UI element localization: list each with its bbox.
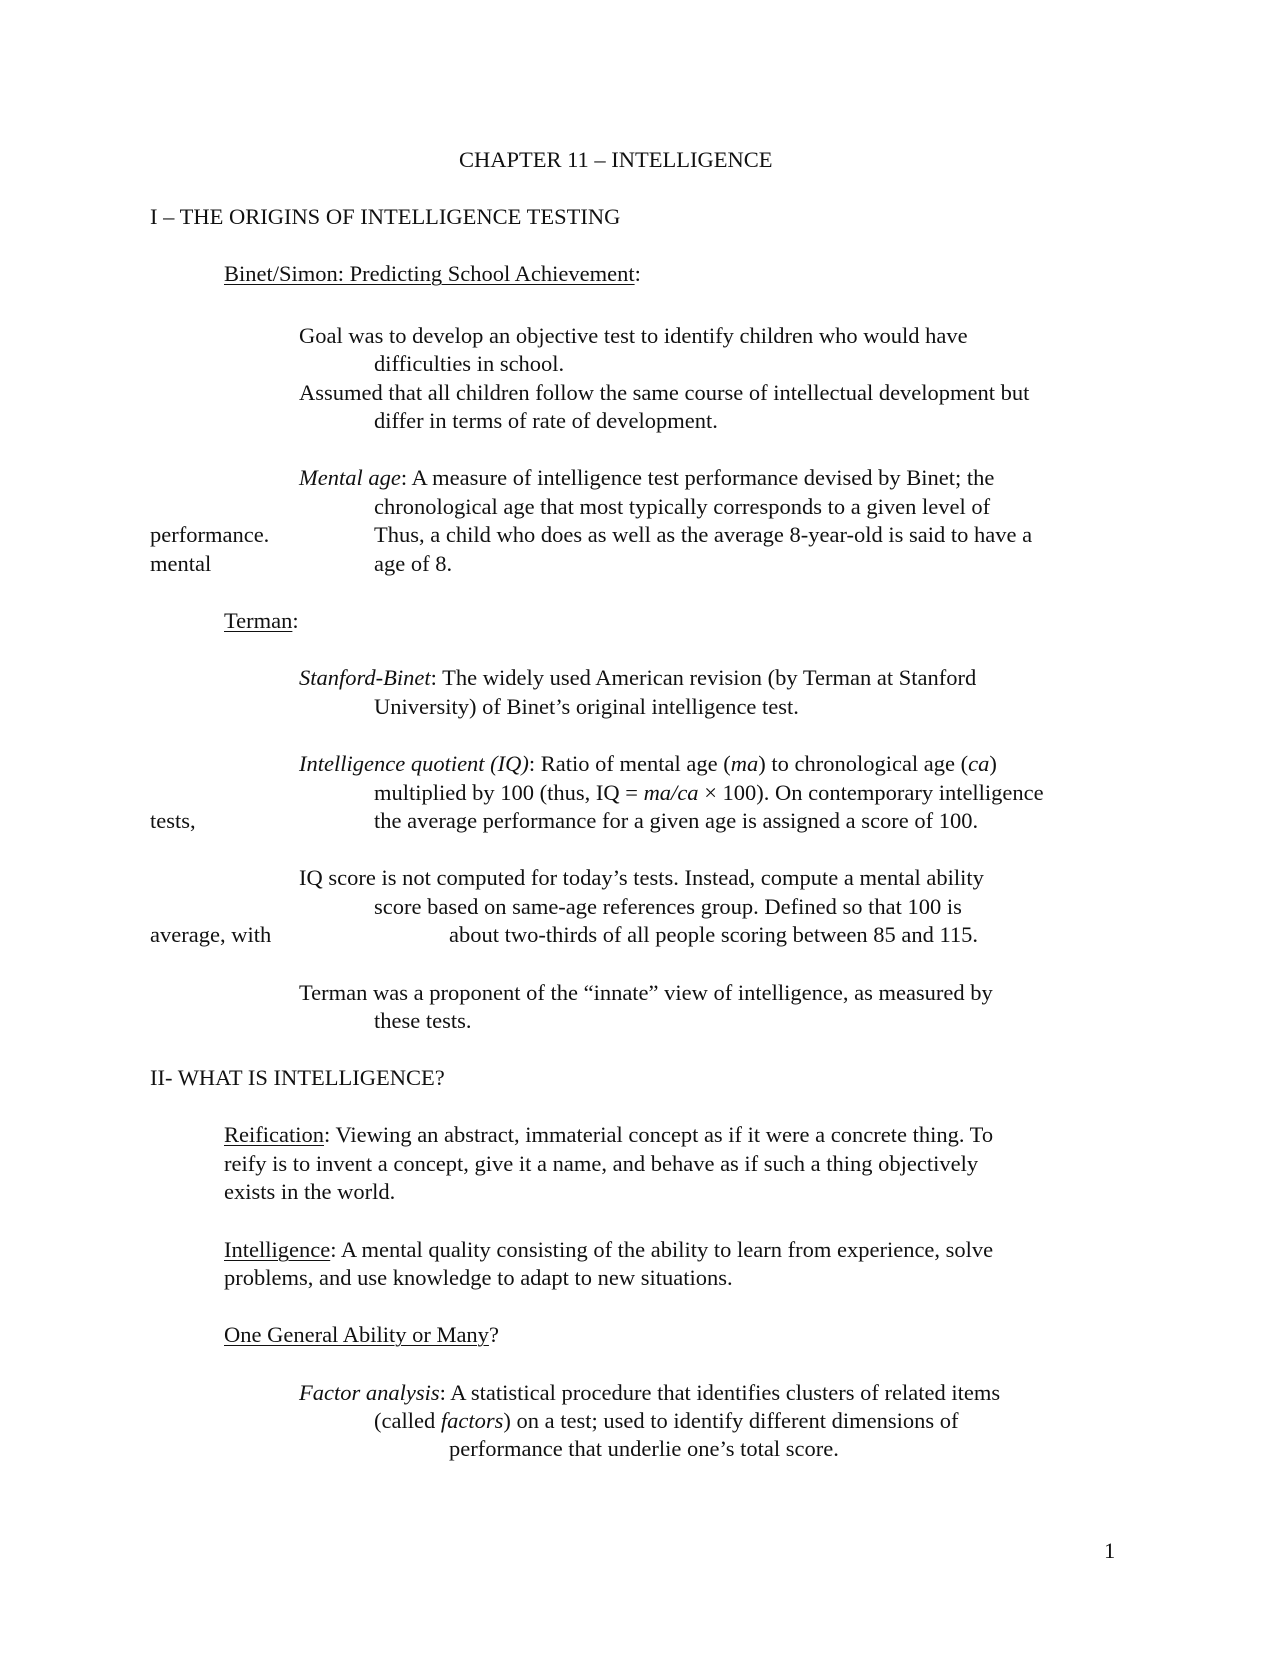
page-title: CHAPTER 11 – INTELLIGENCE [459, 147, 773, 172]
iq-line-1 [299, 750, 997, 778]
terman-heading-text: Terman [224, 608, 293, 633]
reification-line-2: reify is to invent a concept, give it a name, and behave as if such a thing objectively [224, 1151, 979, 1176]
iq-text-2a: multiplied by 100 (thus, IQ = [374, 780, 644, 805]
iq-text-1a: : Ratio of mental age ( [528, 751, 731, 776]
iq-line-2 [374, 779, 1044, 807]
iq-text-1c: ) [989, 751, 997, 776]
goal-line-1: Goal was to develop an objective test to identify children who would have [299, 323, 968, 348]
factor-text-2a: (called [374, 1408, 441, 1433]
intelligence-text-1: : A mental quality consisting of the ability to learn from experience, solve [330, 1237, 994, 1262]
mental-age-line-3: Thus, a child who does as well as the average 8-year-old is said to have a [374, 522, 1033, 547]
factor-text-1: : A statistical procedure that identifies clusters of related items [439, 1380, 1001, 1405]
intelligence-term: Intelligence [224, 1237, 331, 1262]
one-general-heading-text: One General Ability or Many [224, 1322, 489, 1347]
binet-subheading: Binet/Simon: Predicting School Achievement: [224, 261, 641, 286]
score-left-fragment: average, with [150, 922, 272, 947]
reification-text-1: : Viewing an abstract, immaterial concept as if it were a concrete thing. To [323, 1122, 994, 1147]
assumed-line-1: Assumed that all children follow the same course of intellectual development but [299, 380, 1030, 405]
terman-subheading: Terman: [224, 608, 299, 633]
reification-line-3: exists in the world. [224, 1179, 396, 1204]
stanford-line-2: University) of Binet’s original intelligence test. [374, 694, 799, 719]
score-line-2: score based on same-age references group. Defined so that 100 is [374, 894, 962, 919]
mental-age-line-2: chronological age that most typically corresponds to a given level of [374, 494, 991, 519]
one-general-suffix: ? [488, 1322, 499, 1347]
iq-ma-ca: ma/ca [643, 780, 699, 805]
iq-line-3: the average performance for a given age is assigned a score of 100. [374, 808, 979, 833]
reification-line-1 [224, 1121, 993, 1149]
mental-age-line-4: age of 8. [374, 551, 453, 576]
score-line-3: about two-thirds of all people scoring between 85 and 115. [449, 922, 979, 947]
mental-age-term: Mental age [299, 465, 401, 490]
stanford-binet-term: Stanford-Binet [299, 665, 431, 690]
intelligence-line-1 [224, 1236, 993, 1264]
stanford-line-1 [299, 664, 976, 692]
mental-age-left-fragment-1: performance. [150, 522, 270, 547]
score-line-1: IQ score is not computed for today’s tests. Instead, compute a mental ability [299, 865, 984, 890]
stanford-text-1: : The widely used American revision (by Terman at Stanford [430, 665, 977, 690]
goal-line-2: difficulties in school. [374, 351, 565, 376]
innate-line-1: Terman was a proponent of the “innate” view of intelligence, as measured by [299, 980, 993, 1005]
binet-heading-text: Binet/Simon: Predicting School Achievement [224, 261, 635, 286]
factor-analysis-term: Factor analysis [299, 1380, 440, 1405]
iq-term: Intelligence quotient (IQ) [299, 751, 529, 776]
mental-age-line-1 [299, 464, 994, 492]
factor-text-2b: ) on a test; used to identify different dimensions of [503, 1408, 959, 1433]
innate-line-2: these tests. [374, 1008, 472, 1033]
iq-text-1b: ) to chronological age ( [758, 751, 969, 776]
page-number: 1 [1104, 1538, 1116, 1563]
iq-ma: ma [730, 751, 759, 776]
factor-line-1 [299, 1379, 1000, 1407]
mental-age-text-1: : A measure of intelligence test performance devised by Binet; the [400, 465, 995, 490]
intelligence-line-2: problems, and use knowledge to adapt to new situations. [224, 1265, 733, 1290]
iq-text-2b: × 100). On contemporary intelligence [698, 780, 1044, 805]
factor-line-2 [374, 1407, 958, 1435]
mental-age-left-fragment-2: mental [150, 551, 212, 576]
section-1-heading: I – THE ORIGINS OF INTELLIGENCE TESTING [150, 204, 621, 229]
section-2-heading: II- WHAT IS INTELLIGENCE? [150, 1065, 445, 1090]
one-general-subheading [224, 1321, 499, 1349]
assumed-line-2: differ in terms of rate of development. [374, 408, 718, 433]
factor-line-3: performance that underlie one’s total score. [449, 1436, 839, 1461]
iq-ca: ca [968, 751, 990, 776]
reification-term: Reification [224, 1122, 324, 1147]
factor-factors: factors [440, 1408, 504, 1433]
iq-left-fragment: tests, [150, 808, 196, 833]
